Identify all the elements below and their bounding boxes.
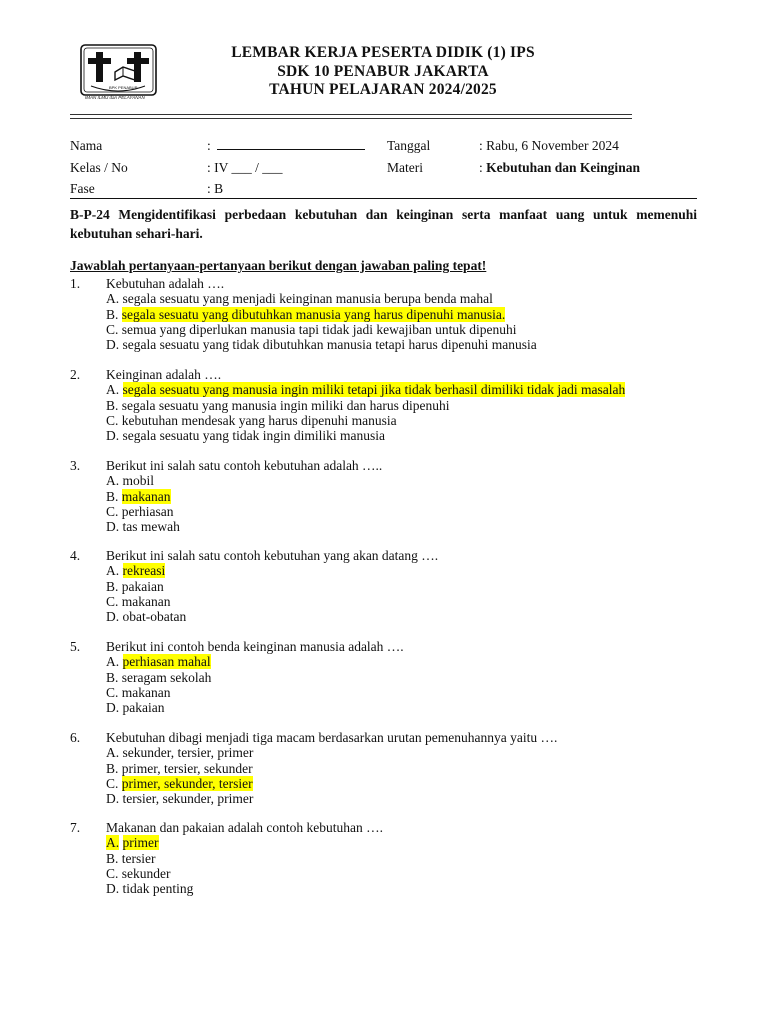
answer-option[interactable] <box>106 594 171 609</box>
option-text: segala sesuatu yang tidak dibutuhkan manusia tetapi harus dipenuhi manusia <box>122 337 537 353</box>
option-text: kebutuhan mendesak yang harus dipenuhi manusia <box>121 412 397 428</box>
answer-option[interactable] <box>106 670 211 685</box>
answer-option[interactable] <box>106 881 193 896</box>
logo-motto: IMAN ILMU dan PELAYANAN <box>85 95 145 100</box>
option-letter: B. <box>106 488 119 504</box>
option-letter: C. <box>106 321 119 337</box>
question-number: 2. <box>70 367 81 382</box>
question-text: Berikut ini salah satu contoh kebutuhan yang akan datang …. <box>106 548 439 563</box>
answer-option[interactable] <box>106 413 397 428</box>
option-letter: C. <box>106 503 119 519</box>
materi-topic: Kebutuhan dan Keinginan <box>486 160 640 175</box>
option-text: mobil <box>122 473 155 489</box>
option-text: obat-obatan <box>122 609 187 625</box>
answer-option[interactable] <box>106 322 517 337</box>
kelas-field[interactable]: : IV ___ / ___ <box>207 160 283 175</box>
nama-colon: : <box>207 138 211 153</box>
option-text: tidak penting <box>122 881 194 897</box>
question-number: 3. <box>70 458 81 473</box>
nama-field[interactable] <box>207 138 365 154</box>
question-number: 6. <box>70 730 81 745</box>
instruction: Jawablah pertanyaan-pertanyaan berikut dengan jawaban paling tepat! <box>70 258 487 273</box>
answer-option[interactable] <box>106 761 253 776</box>
materi-value <box>479 160 640 176</box>
kelas-label: Kelas / No <box>70 160 128 175</box>
answer-option[interactable] <box>106 835 159 850</box>
option-text: semua yang diperlukan manusia tapi tidak jadi kewajiban untuk dipenuhi <box>121 321 517 337</box>
option-letter: B. <box>106 760 119 776</box>
tanggal-label: Tanggal <box>387 138 431 153</box>
logo-text: BPK PENABUR <box>109 85 138 90</box>
answer-option[interactable] <box>106 382 625 397</box>
question-text: Berikut ini contoh benda keinginan manusia adalah …. <box>106 639 404 654</box>
question-number: 1. <box>70 276 81 291</box>
option-letter: A. <box>106 745 120 761</box>
question-number: 7. <box>70 820 81 835</box>
header-separator <box>70 114 632 119</box>
answer-option[interactable] <box>106 700 164 715</box>
fase-label: Fase <box>70 181 95 196</box>
highlighted-answer: primer <box>122 835 159 851</box>
question-text: Keinginan adalah …. <box>106 367 222 382</box>
option-letter: A. <box>106 473 120 489</box>
option-letter: B. <box>106 397 119 413</box>
highlighted-answer: perhiasan mahal <box>122 654 211 670</box>
materi-label: Materi <box>387 160 423 175</box>
answer-option[interactable] <box>106 609 186 624</box>
doc-title-line2: SDK 10 PENABUR JAKARTA <box>277 63 489 80</box>
answer-option[interactable] <box>106 563 165 578</box>
option-letter: A. <box>106 382 120 398</box>
answer-option[interactable] <box>106 307 505 322</box>
option-text: sekunder <box>121 865 171 881</box>
option-letter: A. <box>106 563 120 579</box>
answer-option[interactable] <box>106 428 385 443</box>
option-letter: B. <box>106 850 119 866</box>
answer-option[interactable] <box>106 866 171 881</box>
option-text: tersier, sekunder, primer <box>122 791 254 807</box>
answer-option[interactable] <box>106 579 164 594</box>
question-number: 5. <box>70 639 81 654</box>
answer-option[interactable] <box>106 654 211 669</box>
nama-blank-line <box>217 138 365 150</box>
doc-title-line3: TAHUN PELAJARAN 2024/2025 <box>269 81 497 98</box>
learning-objective: B-P-24 Mengidentifikasi perbedaan kebutuhan dan keinginan serta manfaat uang untuk memenuhi kebutuhan sehari-hari. <box>70 207 697 241</box>
option-text: segala sesuatu yang manusia ingin miliki dan harus dipenuhi <box>121 397 450 413</box>
answer-option[interactable] <box>106 745 253 760</box>
option-letter: D. <box>106 428 120 444</box>
option-text: tas mewah <box>122 519 180 535</box>
option-text: primer, tersier, sekunder <box>121 760 253 776</box>
option-letter: C. <box>106 684 119 700</box>
question-text: Berikut ini salah satu contoh kebutuhan adalah ….. <box>106 458 383 473</box>
option-letter: C. <box>106 593 119 609</box>
option-text: pakaian <box>121 578 164 594</box>
option-letter: B. <box>106 578 119 594</box>
option-text: seragam sekolah <box>121 669 212 685</box>
highlighted-answer: segala sesuatu yang dibutuhkan manusia yang harus dipenuhi manusia. <box>121 306 506 322</box>
answer-option[interactable] <box>106 685 171 700</box>
option-text: pakaian <box>122 700 165 716</box>
answer-option[interactable] <box>106 504 174 519</box>
highlighted-answer: primer, sekunder, tersier <box>121 775 253 791</box>
question-text: Kebutuhan dibagi menjadi tiga macam berdasarkan urutan pemenuhannya yaitu …. <box>106 730 558 745</box>
option-text: tersier <box>121 850 156 866</box>
option-letter: D. <box>106 519 120 535</box>
answer-option[interactable] <box>106 337 537 352</box>
option-letter: A. <box>106 291 120 307</box>
option-letter: A. <box>106 835 120 851</box>
highlighted-answer: rekreasi <box>122 563 166 579</box>
question-number: 4. <box>70 548 81 563</box>
info-bottom-rule <box>70 198 697 199</box>
option-letter: A. <box>106 654 120 670</box>
doc-title-line1: LEMBAR KERJA PESERTA DIDIK (1) IPS <box>231 44 535 61</box>
option-text: perhiasan <box>121 503 174 519</box>
answer-option[interactable] <box>106 519 180 534</box>
answer-option[interactable] <box>106 776 253 791</box>
option-letter: D. <box>106 881 120 897</box>
materi-colon: : <box>479 160 487 175</box>
answer-option[interactable] <box>106 473 154 488</box>
answer-option[interactable] <box>106 851 156 866</box>
option-text: makanan <box>121 593 171 609</box>
nama-label: Nama <box>70 138 103 153</box>
option-text: makanan <box>121 684 171 700</box>
answer-option[interactable] <box>106 291 493 306</box>
highlighted-answer: makanan <box>121 488 171 504</box>
option-letter: C. <box>106 865 119 881</box>
option-letter: D. <box>106 609 120 625</box>
option-letter: B. <box>106 306 119 322</box>
tanggal-value: : Rabu, 6 November 2024 <box>479 138 619 153</box>
answer-option[interactable] <box>106 489 171 504</box>
option-letter: C. <box>106 412 119 428</box>
question-text: Kebutuhan adalah …. <box>106 276 225 291</box>
fase-value: : B <box>207 181 224 196</box>
question-text: Makanan dan pakaian adalah contoh kebutuhan …. <box>106 820 384 835</box>
option-text: sekunder, tersier, primer <box>122 745 254 761</box>
school-logo <box>79 42 158 102</box>
answer-option[interactable] <box>106 791 253 806</box>
option-letter: C. <box>106 775 119 791</box>
option-letter: D. <box>106 700 120 716</box>
highlighted-answer: segala sesuatu yang manusia ingin miliki tetapi jika tidak berhasil dimiliki tidak jadi masalah <box>122 382 626 398</box>
option-letter: D. <box>106 337 120 353</box>
option-letter: B. <box>106 669 119 685</box>
option-text: segala sesuatu yang menjadi keinginan manusia berupa benda mahal <box>122 291 493 307</box>
option-letter: D. <box>106 791 120 807</box>
option-text: segala sesuatu yang tidak ingin dimiliki manusia <box>122 428 385 444</box>
answer-option[interactable] <box>106 398 449 413</box>
